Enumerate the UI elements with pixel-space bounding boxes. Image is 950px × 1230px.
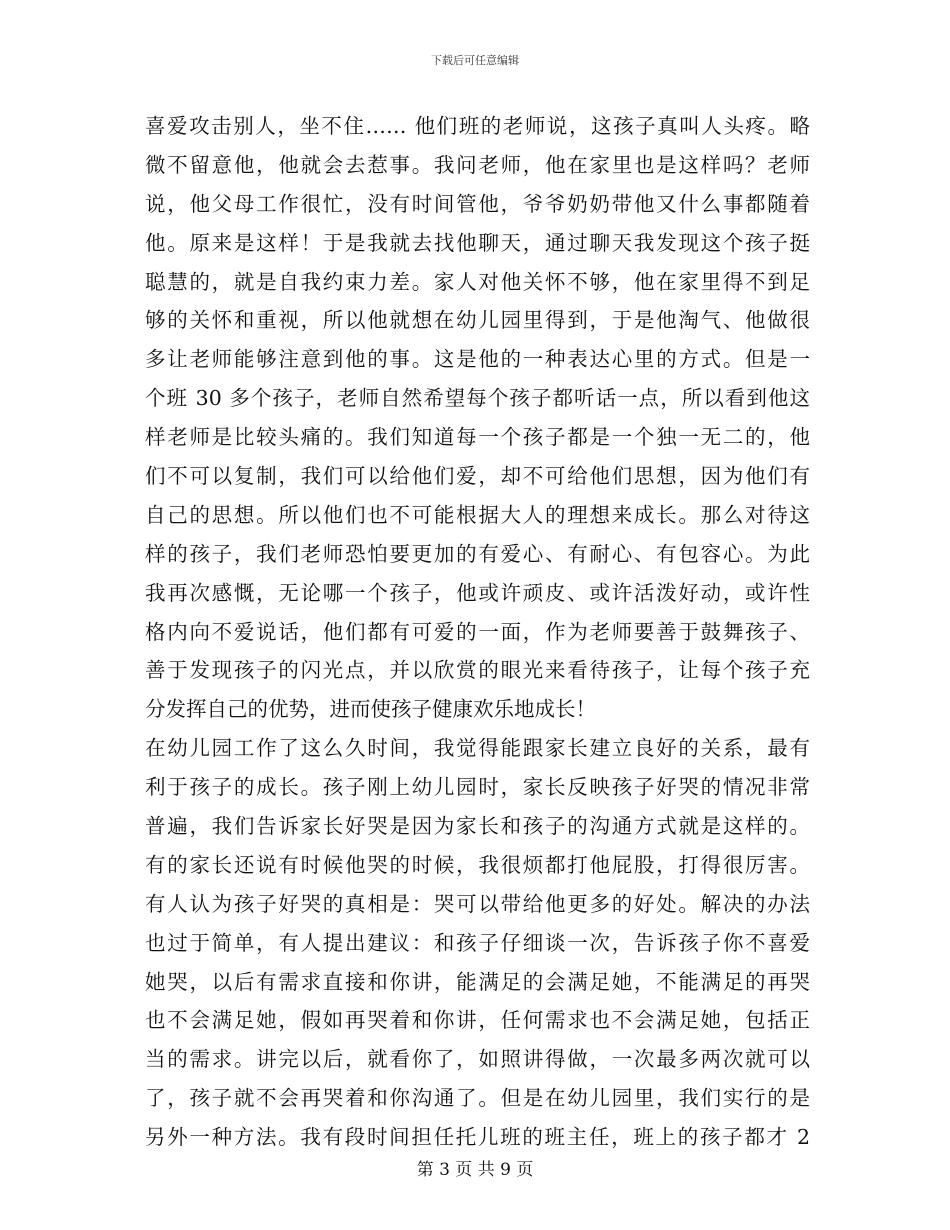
text-line: 利于孩子的成长。孩子刚上幼儿园时，家长反映孩子好哭的情况非常: [145, 775, 810, 800]
text-line: 够的关怀和重视，所以他就想在幼儿园里得到，于是他淘气、他做很: [145, 308, 810, 333]
text-line: 喜爱攻击别人，坐不住…… 他们班的老师说，这孩子真叫人头疼。略: [145, 114, 810, 138]
text-line: 自己的思想。所以他们也不可能根据大人的理想来成长。那么对待这: [145, 502, 810, 527]
text-line: 善于发现孩子的闪光点，并以欣赏的眼光来看待孩子，让每个孩子充: [145, 658, 810, 683]
text-line: 另外一种方法。我有段时间担任托儿班的班主任，班上的孩子都才 2: [145, 1125, 810, 1150]
page-header: 下载后可任意编辑: [431, 54, 519, 67]
text-line: 有的家长还说有时候他哭的时候，我很烦都打他屁股，打得很厉害。: [145, 852, 810, 877]
text-line: 她哭，以后有需求直接和你讲，能满足的会满足她，不能满足的再哭: [145, 969, 810, 994]
text-line: 微不留意他，他就会去惹事。我问老师，他在家里也是这样吗？老师: [145, 152, 810, 177]
text-line: 格内向不爱说话，他们都有可爱的一面，作为老师要善于鼓舞孩子、: [145, 619, 810, 644]
text-line: 样老师是比较头痛的。我们知道每一个孩子都是一个独一无二的，他: [145, 425, 810, 450]
text-line: 也过于简单，有人提出建议：和孩子仔细谈一次，告诉孩子你不喜爱: [145, 930, 810, 955]
text-line: 当的需求。讲完以后，就看你了，如照讲得做，一次最多两次就可以: [145, 1047, 810, 1072]
text-line: 他。原来是这样！于是我就去找他聊天，通过聊天我发现这个孩子挺: [145, 230, 810, 255]
text-line: 多让老师能够注意到他的事。这是他的一种表达心里的方式。但是一: [145, 347, 810, 372]
text-line: 有人认为孩子好哭的真相是：哭可以带给他更多的好处。解决的办法: [145, 891, 810, 916]
document-body: [145, 107, 810, 1157]
text-line: 们不可以复制，我们可以给他们爱，却不可给他们思想，因为他们有: [145, 464, 810, 489]
text-line: 了，孩子就不会再哭着和你沟通了。但是在幼儿园里，我们实行的是: [145, 1086, 810, 1111]
text-line: 个班 30 多个孩子，老师自然希望每个孩子都听话一点，所以看到他这: [145, 386, 810, 411]
text-line: 也不会满足她，假如再哭着和你讲，任何需求也不会满足她，包括正: [145, 1008, 810, 1033]
text-line: 样的孩子，我们老师恐怕要更加的有爱心、有耐心、有包容心。为此: [145, 541, 810, 566]
text-line: 聪慧的，就是自我约束力差。家人对他关怀不够，他在家里得不到足: [145, 269, 810, 294]
paragraph-1: [145, 107, 810, 729]
text-line: 普遍，我们告诉家长好哭是因为家长和孩子的沟通方式就是这样的。: [145, 814, 810, 839]
text-line: 分发挥自己的优势，进而使孩子健康欢乐地成长！: [145, 697, 596, 722]
page-number: 第 3 页 共 9 页: [416, 1160, 534, 1180]
text-line: 我再次感慨，无论哪一个孩子，他或许顽皮、或许活泼好动，或许性: [145, 580, 810, 605]
text-line: 在幼儿园工作了这么久时间，我觉得能跟家长建立良好的关系，最有: [145, 736, 810, 761]
paragraph-2: [145, 729, 810, 1157]
text-line: 说，他父母工作很忙，没有时间管他，爷爷奶奶带他又什么事都随着: [145, 191, 810, 216]
